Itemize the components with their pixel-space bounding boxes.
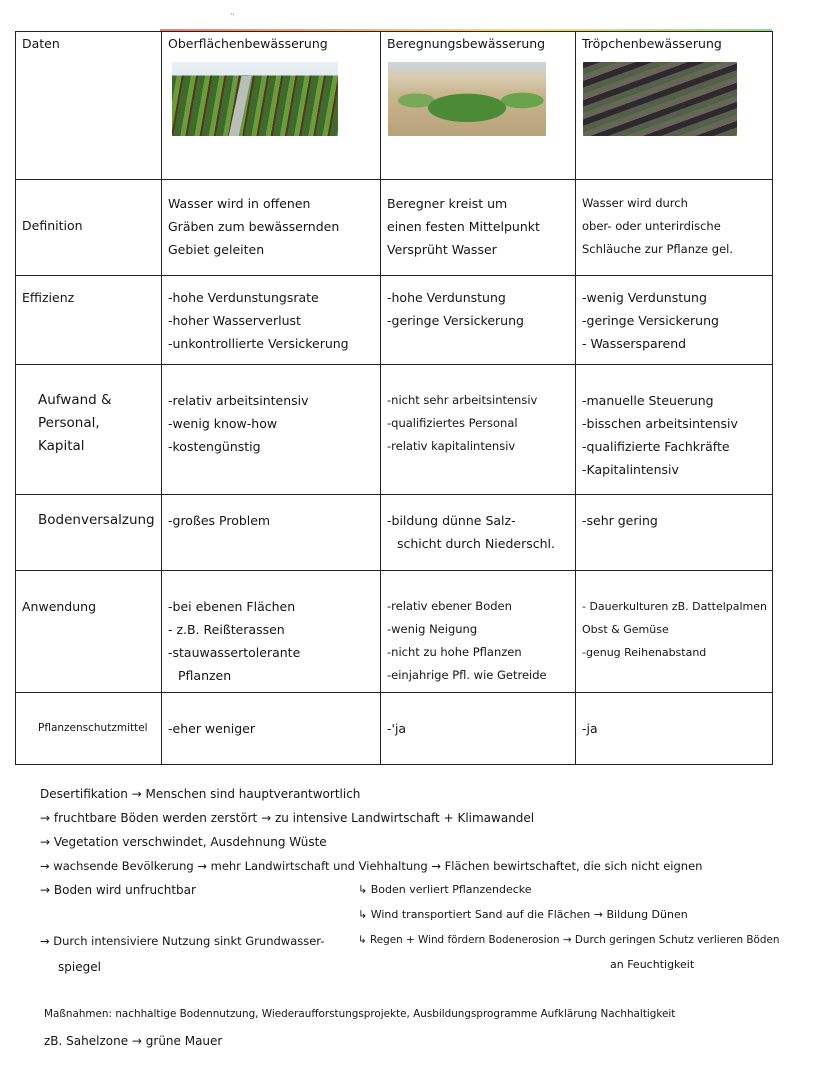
note-groundwater: → Durch intensiviere Nutzung sinkt Grundwasser-	[40, 934, 325, 948]
cell-line: -bisschen arbeitsintensiv	[582, 416, 738, 431]
row-label-text: Anwendung	[22, 599, 97, 614]
note-measures: Maßnahmen: nachhaltige Bodennutzung, Wiederaufforstungsprojekte, Ausbildungsprogramme Aufklärung Nachhaltigkeit	[44, 1008, 676, 1020]
cell-line: -wenig Verdunstung	[582, 290, 707, 305]
header-label: Daten	[22, 36, 60, 51]
cell-line: -genug Reihenabstand	[582, 646, 707, 659]
note-population: → wachsende Bevölkerung → mehr Landwirtschaft und Viehhaltung → Flächen bewirtschaftet, die sich nicht eignen	[40, 859, 703, 873]
table-row-definition	[16, 180, 773, 276]
cell-line: schicht durch Niederschl.	[397, 536, 555, 551]
cell-line: Gebiet geleiten	[168, 242, 265, 257]
cell-line: -einjahrige Pfl. wie Getreide	[387, 668, 547, 682]
cell-effort-sprinkler	[381, 365, 576, 495]
cell-line: -unkontrollierte Versickerung	[168, 336, 349, 351]
cell-salinization-drip	[576, 495, 773, 571]
cell-line: -relativ ebener Boden	[387, 599, 512, 613]
cell-line: -relativ arbeitsintensiv	[168, 393, 309, 408]
cell-line: -nicht sehr arbeitsintensiv	[387, 393, 538, 407]
cell-definition-sprinkler	[381, 180, 576, 276]
row-label-pesticides	[16, 693, 162, 765]
cell-line: -wenig Neigung	[387, 622, 478, 636]
row-label-text: Aufwand &	[38, 392, 112, 408]
cell-line: -geringe Versickerung	[582, 313, 719, 328]
header-column-sprinkler	[381, 32, 576, 180]
cell-line: Beregner kreist um	[387, 196, 508, 211]
table-header-row	[16, 32, 773, 180]
cell-line: Gräben zum bewässernden	[168, 219, 340, 234]
cell-line: -relativ kapitalintensiv	[387, 439, 516, 453]
cell-line: -Kapitalintensiv	[582, 462, 679, 477]
row-label-text: Definition	[22, 218, 83, 233]
column-title-surface: Oberflächenbewässerung	[168, 36, 328, 51]
cell-line: -'ja	[387, 721, 407, 736]
note-fertile-soil: → fruchtbare Böden werden zerstört → zu intensive Landwirtschaft + Klimawandel	[40, 811, 535, 825]
cell-line: -qualifizierte Fachkräfte	[582, 439, 730, 454]
surface-irrigation-photo	[172, 62, 338, 136]
cell-line: -ja	[582, 721, 598, 736]
cell-line: -qualifiziertes Personal	[387, 416, 518, 430]
cell-line: -hoher Wasserverlust	[168, 313, 301, 328]
cell-line: Schläuche zur Pflanze gel.	[582, 242, 733, 256]
cell-application-sprinkler	[381, 571, 576, 693]
column-title-drip: Tröpchenbewässerung	[582, 36, 722, 51]
cell-effort-surface	[162, 365, 381, 495]
cell-line: -großes Problem	[168, 513, 271, 528]
note-erosion-cont: an Feuchtigkeit	[610, 958, 695, 971]
cell-line: Versprüht Wasser	[387, 242, 497, 257]
table-row-salinization	[16, 495, 773, 571]
cell-effort-drip	[576, 365, 773, 495]
row-label-text: Effizienz	[22, 290, 75, 305]
note-example: zB. Sahelzone → grüne Mauer	[44, 1034, 223, 1048]
cell-line: einen festen Mittelpunkt	[387, 219, 540, 234]
row-label-text: Pflanzenschutzmittel	[38, 722, 148, 734]
cell-line: Obst & Gemüse	[582, 623, 669, 636]
cell-line: - z.B. Reißterassen	[168, 622, 285, 637]
cell-pesticides-drip	[576, 693, 773, 765]
row-label-application	[16, 571, 162, 693]
cell-line: -stauwassertolerante	[168, 645, 301, 660]
cell-line: - Dauerkulturen zB. Dattelpalmen	[582, 600, 768, 613]
cell-line: -manuelle Steuerung	[582, 393, 714, 408]
table-row-pesticides	[16, 693, 773, 765]
cell-line: -wenig know-how	[168, 416, 278, 431]
drip-irrigation-photo	[583, 62, 737, 136]
column-title-sprinkler: Beregnungsbewässerung	[387, 36, 546, 51]
table-row-efficiency	[16, 276, 773, 365]
row-label-text: Personal,	[38, 415, 100, 431]
note-erosion: ↳ Regen + Wind fördern Bodenerosion → Durch geringen Schutz verlieren Böden	[358, 934, 780, 946]
row-label-text: Kapital	[38, 438, 85, 454]
cell-line: -geringe Versickerung	[387, 313, 524, 328]
irrigation-comparison-table	[15, 31, 773, 765]
cell-line: -nicht zu hohe Pflanzen	[387, 645, 522, 659]
header-label-cell	[16, 32, 162, 180]
note-wind: ↳ Wind transportiert Sand auf die Flächen → Bildung Dünen	[358, 908, 688, 921]
header-column-drip	[576, 32, 773, 180]
cell-line: -sehr gering	[582, 513, 658, 528]
row-label-salinization	[16, 495, 162, 571]
center-pivot-irrigation-photo	[388, 62, 546, 136]
table-row-effort	[16, 365, 773, 495]
cell-line: -bei ebenen Flächen	[168, 599, 296, 614]
row-label-text: Bodenversalzung	[38, 512, 155, 528]
cell-definition-drip	[576, 180, 773, 276]
cell-efficiency-surface	[162, 276, 381, 365]
row-label-effort	[16, 365, 162, 495]
cell-line: Wasser wird in offenen	[168, 196, 311, 211]
cell-line: -bildung dünne Salz-	[387, 513, 516, 528]
cell-pesticides-surface	[162, 693, 381, 765]
row-label-definition	[16, 180, 162, 276]
cell-line: Wasser wird durch	[582, 196, 688, 210]
cell-application-surface	[162, 571, 381, 693]
note-desertification: Desertifikation → Menschen sind hauptverantwortlich	[40, 787, 361, 801]
page-top-mark: ¨	[230, 13, 235, 24]
cell-efficiency-sprinkler	[381, 276, 576, 365]
cell-line: Pflanzen	[178, 668, 232, 683]
cell-application-drip	[576, 571, 773, 693]
cell-pesticides-sprinkler	[381, 693, 576, 765]
cell-line: -hohe Verdunstungsrate	[168, 290, 319, 305]
cell-definition-surface	[162, 180, 381, 276]
cell-line: -hohe Verdunstung	[387, 290, 506, 305]
note-vegetation: → Vegetation verschwindet, Ausdehnung Wüste	[40, 835, 327, 849]
cell-line: -eher weniger	[168, 721, 255, 736]
cell-line: ober- oder unterirdische	[582, 219, 721, 233]
cell-efficiency-drip	[576, 276, 773, 365]
cell-salinization-sprinkler	[381, 495, 576, 571]
cell-salinization-surface	[162, 495, 381, 571]
note-groundwater-cont: spiegel	[58, 960, 101, 974]
note-plant-cover: ↳ Boden verliert Pflanzendecke	[358, 883, 532, 896]
note-infertile: → Boden wird unfruchtbar	[40, 883, 196, 897]
cell-line: - Wassersparend	[582, 336, 687, 351]
cell-line: -kostengünstig	[168, 439, 261, 454]
header-column-surface	[162, 32, 381, 180]
row-label-efficiency	[16, 276, 162, 365]
table-row-application	[16, 571, 773, 693]
